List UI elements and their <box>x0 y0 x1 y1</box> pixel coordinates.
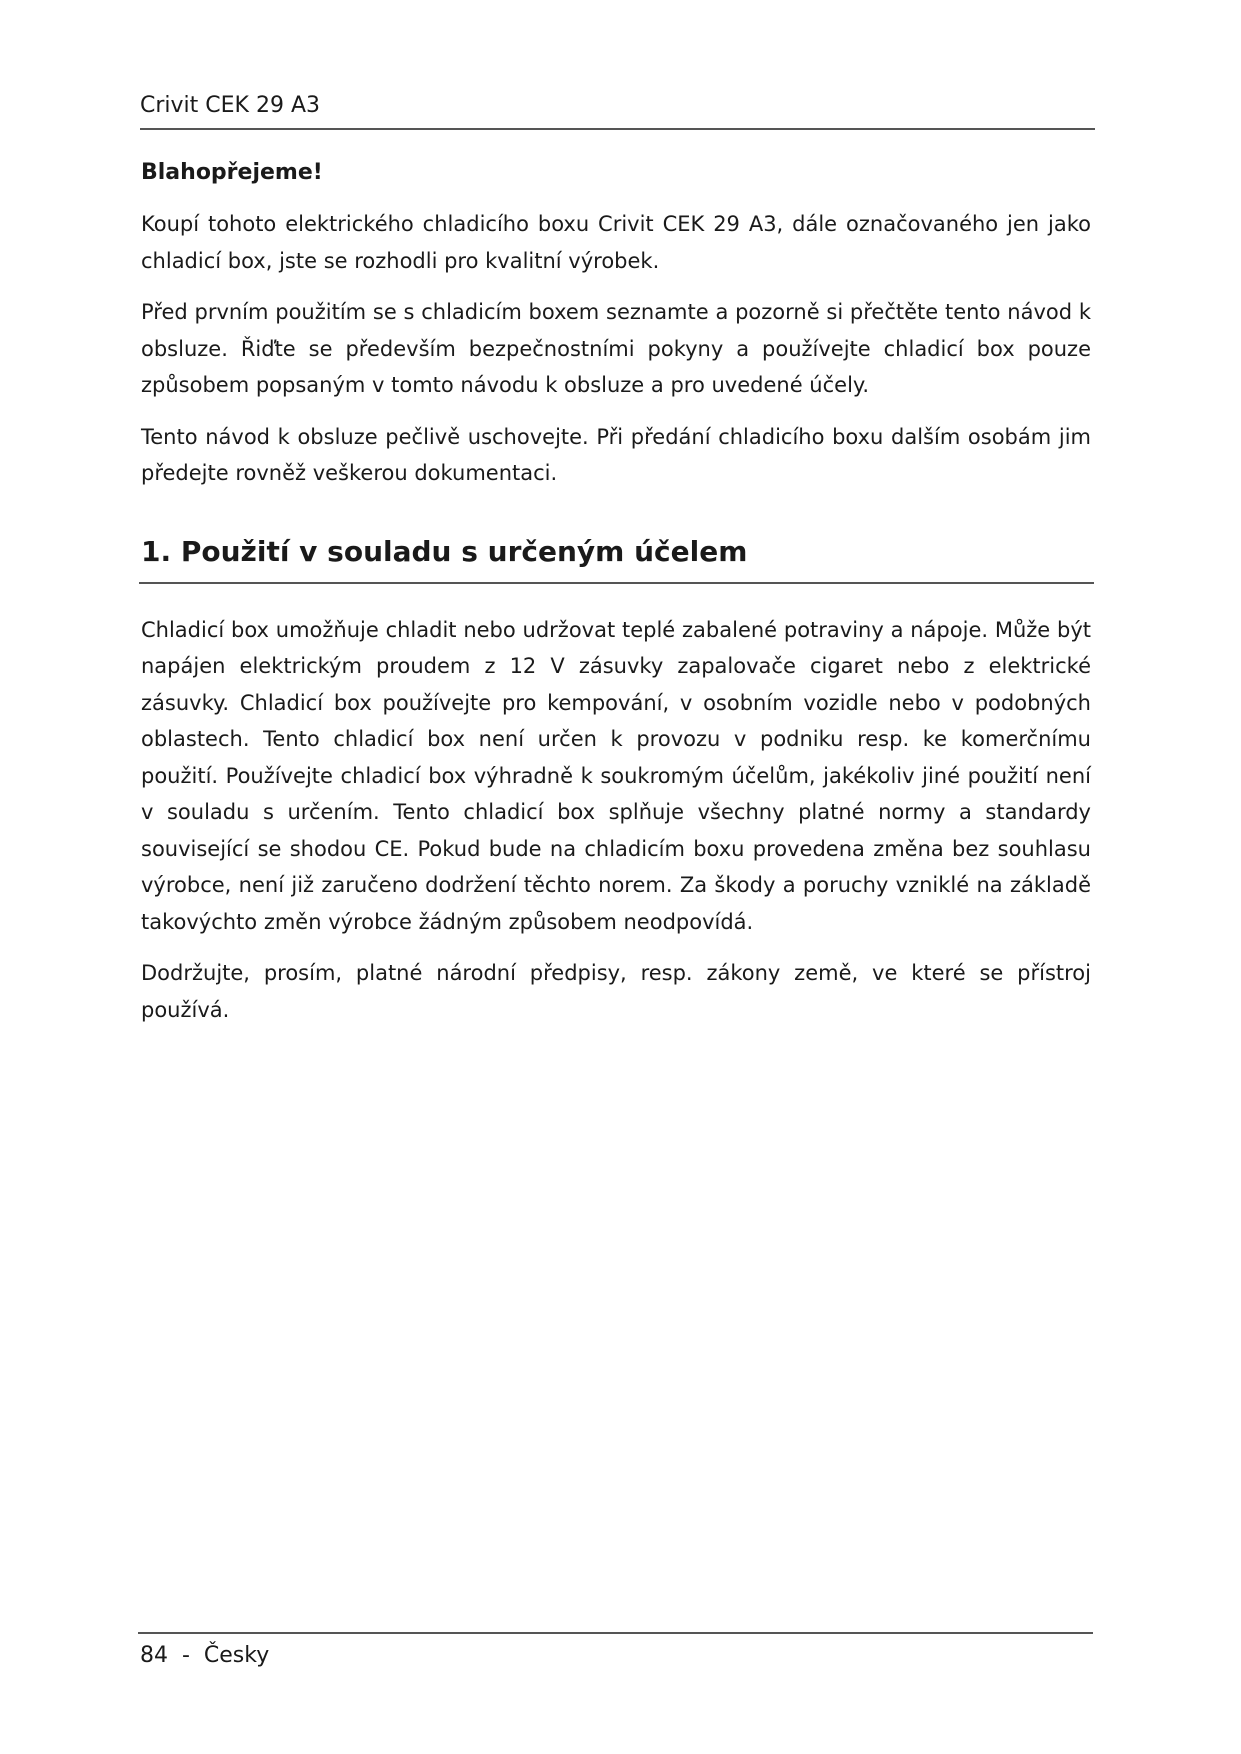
section-heading: 1. Použití v souladu s určeným účelem <box>141 534 748 568</box>
page-number: 84 - Česky <box>140 1643 270 1668</box>
footer-divider <box>138 1632 1093 1634</box>
page-content <box>141 158 1091 1043</box>
intro-paragraph-3: Tento návod k obsluze pečlivě uschovejte. Při předání chladicího boxu dalším osobám jim předejte rovněž veškerou dokumentaci. <box>141 424 1091 485</box>
intro-paragraph-1: Koupí tohoto elektrického chladicího boxu Crivit CEK 29 A3, dále označovaného jen jako chladicí box, jste se rozhodli pro kvalitní výrobek. <box>141 212 1091 273</box>
intro-paragraph-2: Před prvním použitím se s chladicím boxem seznamte a pozorně si přečtěte tento návod k obsluze. Řiďte se především bezpečnostními pokyny a používejte chladicí box pouze způsobem popsaným v tomto návodu k obsluze a pro uvedené účely. <box>141 300 1091 397</box>
header-divider <box>140 128 1095 130</box>
section-paragraph-2: Dodržujte, prosím, platné národní předpisy, resp. zákony země, ve které se přístroj používá. <box>141 961 1091 1022</box>
section-paragraph-1: Chladicí box umožňuje chladit nebo udržovat teplé zabalené potraviny a nápoje. Může být napájen elektrickým proudem z 12 V zásuvky zapalovače cigaret nebo z elektrické zásuvky. Chladicí box používejte pro kempování, v osobním vozidle nebo v podobných oblastech. Tento chladicí box není určen k provozu v podniku resp. ke komerčnímu použití. Používejte chladicí box výhradně k soukromým účelům, jakékoliv jiné použití není v souladu s určením. Tento chladicí box splňuje všechny platné normy a standardy související se shodou CE. Pokud bude na chladicím boxu provedena změna bez souhlasu výrobce, není již zaručeno dodržení těchto norem. Za škody a poruchy vzniklé na základě takovýchto změn výrobce žádným způsobem neodpovídá. <box>141 617 1091 934</box>
greeting-heading: Blahopřejeme! <box>141 160 323 185</box>
page-footer <box>138 1632 1093 1672</box>
page-header <box>140 90 1090 130</box>
document-title: Crivit CEK 29 A3 <box>140 93 320 118</box>
section-divider <box>139 582 1094 584</box>
